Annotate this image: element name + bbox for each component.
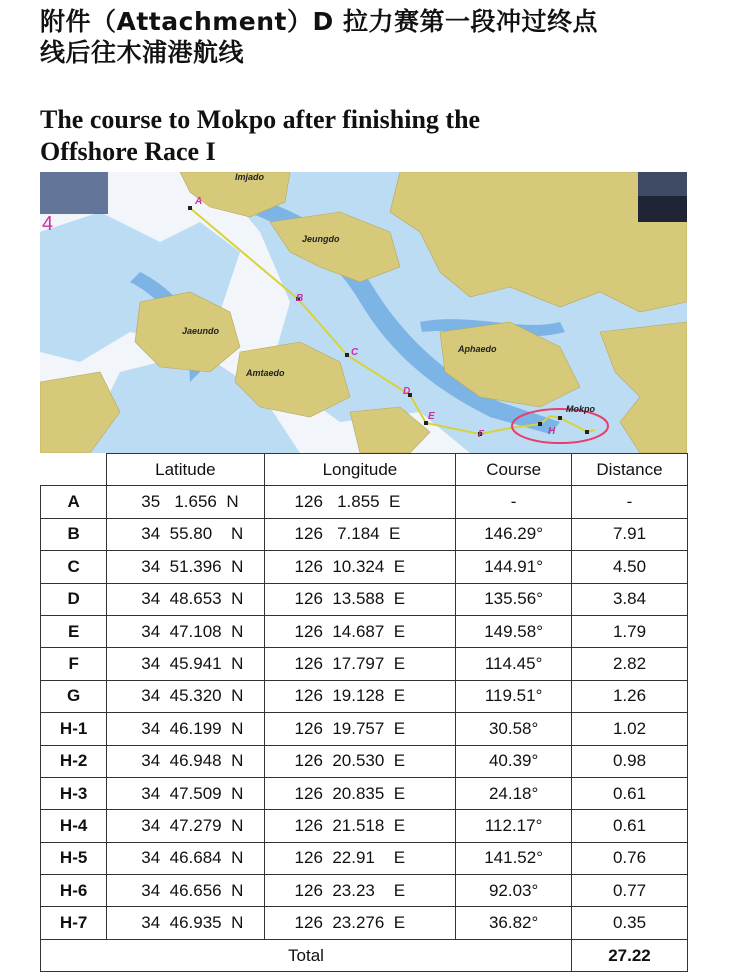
chinese-title-line-1: 附件（Attachment）D 拉力赛第一段冲过终点 <box>40 7 598 36</box>
place-label-imjado: Imjado <box>235 172 265 182</box>
cell-course: 119.51° <box>456 680 572 712</box>
cell-latitude: 34 47.108 N <box>107 615 264 647</box>
chart-info-panel <box>40 172 108 214</box>
cell-distance: 7.91 <box>571 518 687 550</box>
table-row <box>41 583 688 615</box>
cell-longitude: 126 22.91 E <box>264 842 456 874</box>
table-header-distance: Distance <box>571 454 687 486</box>
cell-latitude: 34 46.656 N <box>107 875 264 907</box>
cell-distance: 4.50 <box>571 551 687 583</box>
cell-longitude: 126 13.588 E <box>264 583 456 615</box>
table-row <box>41 745 688 777</box>
table-body <box>41 486 688 939</box>
cell-distance: 0.76 <box>571 842 687 874</box>
table-row <box>41 648 688 680</box>
table-header-row <box>41 454 688 486</box>
cell-point: F <box>41 648 107 680</box>
total-value: 27.22 <box>571 939 687 971</box>
table-row <box>41 777 688 809</box>
cell-longitude: 126 1.855 E <box>264 486 456 518</box>
waypoint-dot-h3 <box>585 430 589 434</box>
cell-course: 30.58° <box>456 713 572 745</box>
cell-point: G <box>41 680 107 712</box>
cell-distance: 2.82 <box>571 648 687 680</box>
table-header-longitude: Longitude <box>264 454 456 486</box>
cell-distance: 3.84 <box>571 583 687 615</box>
waypoint-label-c: C <box>351 347 359 358</box>
cell-distance: 1.79 <box>571 615 687 647</box>
cell-course: 36.82° <box>456 907 572 939</box>
cell-distance: 1.26 <box>571 680 687 712</box>
cell-course: 144.91° <box>456 551 572 583</box>
cell-latitude: 34 47.509 N <box>107 777 264 809</box>
cell-course: 92.03° <box>456 875 572 907</box>
cell-point: H-2 <box>41 745 107 777</box>
waypoint-label-f: F <box>478 429 485 440</box>
table-total-row <box>41 939 688 971</box>
chart-corner-number: 4 <box>42 213 54 235</box>
cell-distance: 0.61 <box>571 777 687 809</box>
table-row <box>41 551 688 583</box>
place-label-jeungdo: Jeungdo <box>302 234 340 244</box>
waypoint-label-e: E <box>428 411 435 422</box>
cell-longitude: 126 17.797 E <box>264 648 456 680</box>
cell-point: E <box>41 615 107 647</box>
total-label: Total <box>41 939 572 971</box>
waypoint-dot-c <box>345 353 349 357</box>
cell-point: A <box>41 486 107 518</box>
waypoint-dot-h2 <box>558 416 562 420</box>
cell-course: 24.18° <box>456 777 572 809</box>
place-label-jaeundo: Jaeundo <box>182 326 220 336</box>
cell-point: B <box>41 518 107 550</box>
nautical-chart-map <box>40 172 687 453</box>
table-row <box>41 810 688 842</box>
cell-longitude: 126 23.23 E <box>264 875 456 907</box>
table-row <box>41 486 688 518</box>
table-header-latitude: Latitude <box>107 454 264 486</box>
cell-latitude: 34 46.948 N <box>107 745 264 777</box>
cell-latitude: 34 45.941 N <box>107 648 264 680</box>
cell-latitude: 34 47.279 N <box>107 810 264 842</box>
cell-latitude: 34 46.199 N <box>107 713 264 745</box>
table-row <box>41 907 688 939</box>
place-label-amtaedo: Amtaedo <box>246 368 285 378</box>
cell-point: D <box>41 583 107 615</box>
cell-course: - <box>456 486 572 518</box>
table-row <box>41 713 688 745</box>
cell-longitude: 126 20.530 E <box>264 745 456 777</box>
cell-course: 114.45° <box>456 648 572 680</box>
cell-latitude: 34 55.80 N <box>107 518 264 550</box>
cell-longitude: 126 7.184 E <box>264 518 456 550</box>
cell-latitude: 34 45.320 N <box>107 680 264 712</box>
cell-longitude: 126 14.687 E <box>264 615 456 647</box>
cell-distance: 0.35 <box>571 907 687 939</box>
cell-course: 149.58° <box>456 615 572 647</box>
cell-longitude: 126 20.835 E <box>264 777 456 809</box>
cell-distance: 0.61 <box>571 810 687 842</box>
table-row <box>41 518 688 550</box>
cell-point: H-6 <box>41 875 107 907</box>
cell-latitude: 35 1.656 N <box>107 486 264 518</box>
table-row <box>41 680 688 712</box>
cell-distance: - <box>571 486 687 518</box>
course-table <box>40 453 688 972</box>
cell-course: 146.29° <box>456 518 572 550</box>
cell-latitude: 34 51.396 N <box>107 551 264 583</box>
chinese-title <box>40 6 680 68</box>
chart-status-panel <box>638 172 687 196</box>
cell-distance: 0.77 <box>571 875 687 907</box>
cell-point: H-4 <box>41 810 107 842</box>
cell-point: H-3 <box>41 777 107 809</box>
cell-longitude: 126 19.757 E <box>264 713 456 745</box>
english-title <box>40 104 600 168</box>
chart-svg <box>40 172 687 453</box>
cell-latitude: 34 48.653 N <box>107 583 264 615</box>
chinese-title-line-2: 线后往木浦港航线 <box>40 38 245 67</box>
cell-point: H-1 <box>41 713 107 745</box>
waypoint-dot-a <box>188 206 192 210</box>
place-label-mokpo: Mokpo <box>566 404 595 414</box>
waypoint-label-b: B <box>296 293 304 304</box>
cell-longitude: 126 21.518 E <box>264 810 456 842</box>
table-header-course: Course <box>456 454 572 486</box>
cell-distance: 0.98 <box>571 745 687 777</box>
cell-longitude: 126 23.276 E <box>264 907 456 939</box>
cell-longitude: 126 10.324 E <box>264 551 456 583</box>
waypoint-dot-h1 <box>538 422 542 426</box>
english-title-line-2: Offshore Race I <box>40 137 216 166</box>
cell-point: H-5 <box>41 842 107 874</box>
cell-point: C <box>41 551 107 583</box>
table-header-point <box>41 454 107 486</box>
english-title-line-1: The course to Mokpo after finishing the <box>40 105 481 134</box>
cell-longitude: 126 19.128 E <box>264 680 456 712</box>
cell-course: 112.17° <box>456 810 572 842</box>
cell-latitude: 34 46.935 N <box>107 907 264 939</box>
waypoint-label-h: H <box>548 426 556 437</box>
chart-gps-panel <box>638 196 687 222</box>
cell-course: 141.52° <box>456 842 572 874</box>
waypoint-label-a: A <box>195 196 203 207</box>
table-row <box>41 615 688 647</box>
cell-course: 135.56° <box>456 583 572 615</box>
table-row <box>41 842 688 874</box>
table-row <box>41 875 688 907</box>
cell-distance: 1.02 <box>571 713 687 745</box>
cell-point: H-7 <box>41 907 107 939</box>
waypoint-label-d: D <box>403 386 411 397</box>
place-label-aphaedo: Aphaedo <box>458 344 497 354</box>
cell-latitude: 34 46.684 N <box>107 842 264 874</box>
cell-course: 40.39° <box>456 745 572 777</box>
